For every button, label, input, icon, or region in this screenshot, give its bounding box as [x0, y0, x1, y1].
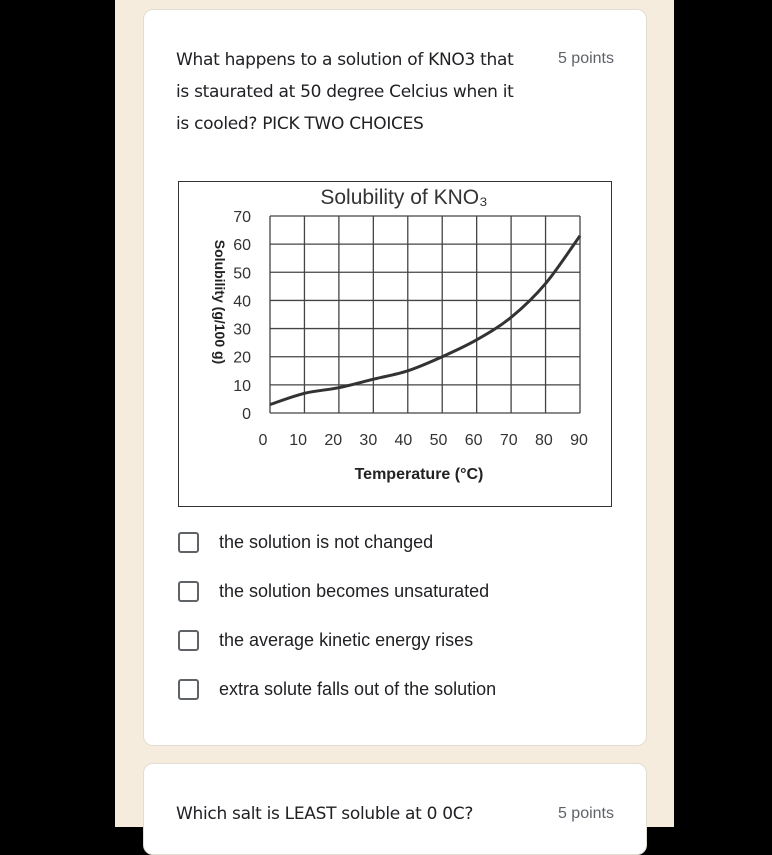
checkbox[interactable] — [178, 581, 199, 602]
option-becomes-unsaturated[interactable] — [178, 576, 598, 606]
points-label: 5 points — [557, 805, 614, 822]
y-tick-label: 70 — [233, 209, 251, 226]
x-tick-label: 70 — [499, 432, 518, 449]
y-tick-label: 40 — [233, 293, 251, 311]
question-text: What happens to a solution of KNO3 that is staurated at 50 degree Celcius when it is cooled? PICK TWO CHOICES — [176, 50, 514, 134]
y-tick-label: 60 — [233, 237, 251, 255]
checkbox[interactable] — [178, 532, 199, 553]
y-axis-label: Solubility (g/100 g) — [212, 239, 228, 365]
x-tick-label: 20 — [324, 432, 343, 449]
checkbox[interactable] — [178, 679, 199, 700]
x-tick-label: 50 — [429, 432, 448, 449]
option-label: the average kinetic energy rises — [219, 629, 474, 650]
x-tick-label: 80 — [534, 432, 553, 449]
y-tick-label: 0 — [242, 406, 251, 423]
question-text: Which salt is LEAST soluble at 0 0C? — [176, 804, 474, 824]
option-kinetic-energy-rises[interactable] — [178, 625, 598, 655]
option-label: the solution is not changed — [219, 531, 434, 552]
x-tick-label: 10 — [289, 432, 308, 449]
x-tick-label: 90 — [570, 432, 588, 449]
checkbox[interactable] — [178, 630, 199, 651]
chart-svg — [179, 182, 613, 508]
y-tick-label: 20 — [233, 349, 251, 367]
x-tick-label: 30 — [359, 432, 378, 449]
question-card — [143, 9, 647, 746]
y-tick-label: 10 — [233, 377, 251, 395]
y-tick-label: 30 — [233, 321, 251, 339]
x-tick-label: 0 — [258, 432, 268, 449]
x-tick-label: 40 — [394, 432, 413, 449]
points-label: 5 points — [557, 50, 614, 67]
series-line — [270, 236, 580, 405]
y-tick-label: 50 — [233, 265, 251, 283]
question-card-2 — [143, 763, 647, 855]
chart-title: Solubility of KNO₃ — [320, 186, 488, 209]
option-label: the solution becomes unsaturated — [219, 580, 490, 601]
x-tick-label: 60 — [464, 432, 483, 449]
option-label: extra solute falls out of the solution — [219, 678, 497, 699]
option-solute-falls-out[interactable] — [178, 674, 598, 704]
x-axis-label: Temperature (°C) — [354, 466, 484, 483]
solubility-chart — [178, 181, 612, 507]
option-not-changed[interactable] — [178, 527, 598, 557]
